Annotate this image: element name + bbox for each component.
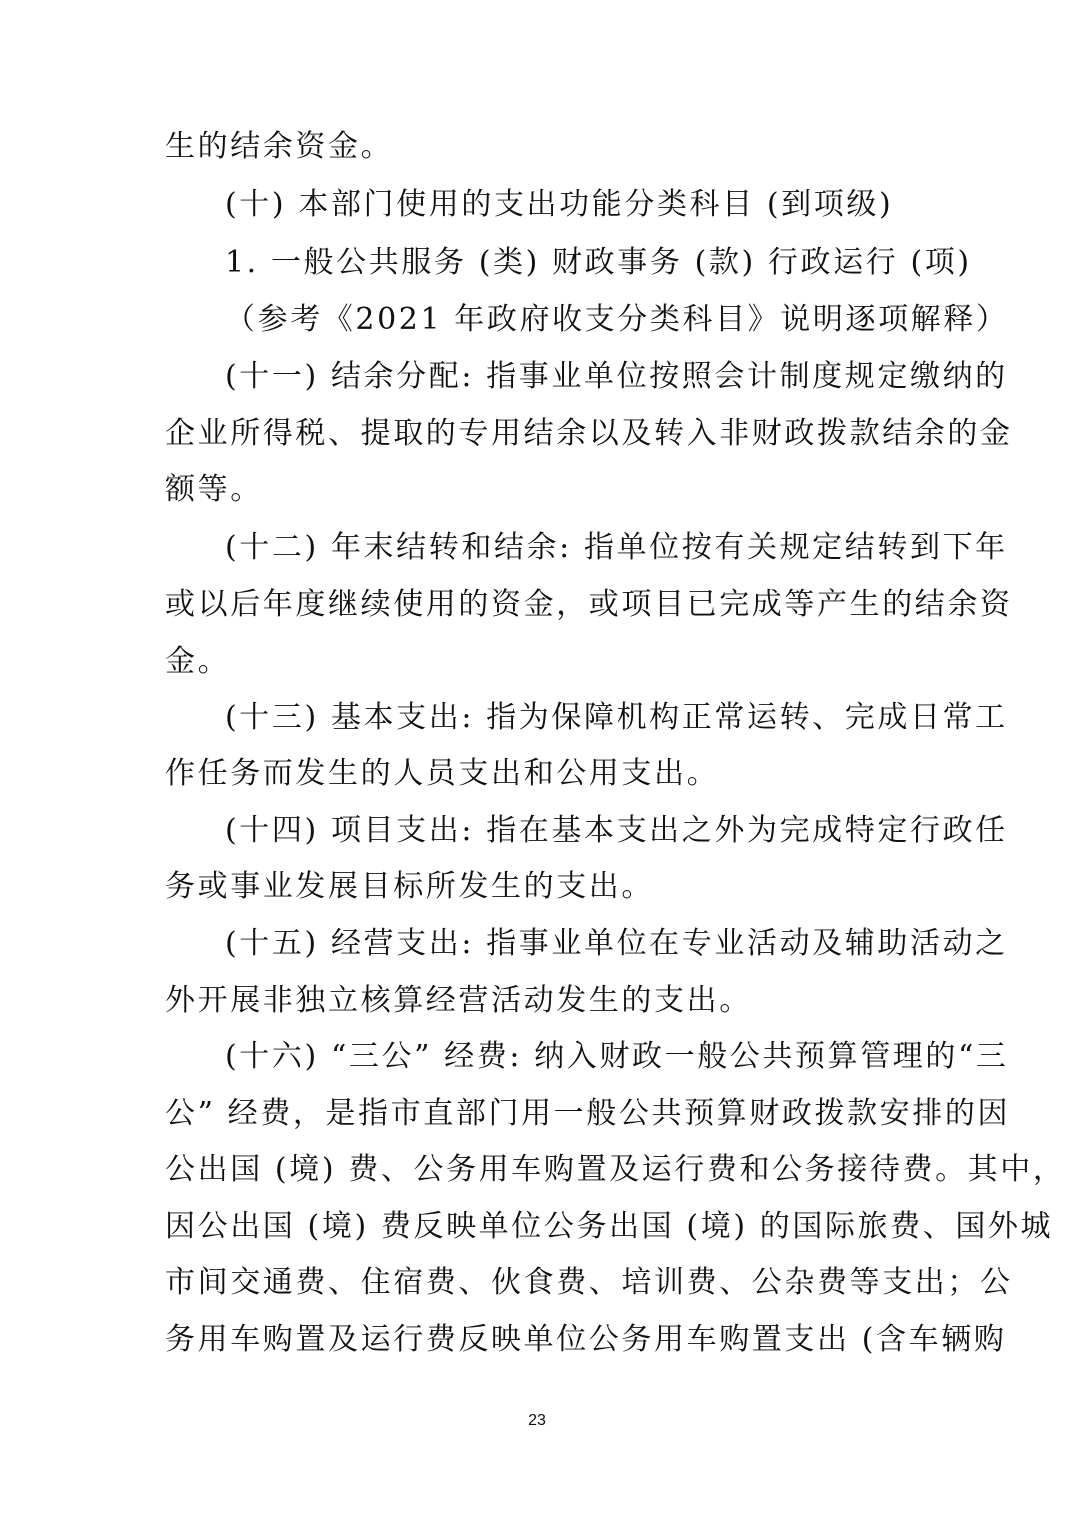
paragraph-line: 外开展非独立核算经营活动发生的支出。 bbox=[165, 983, 752, 1018]
paragraph-line: 公” 经费，是指市直部门用一般公共预算财政拨款安排的因 bbox=[165, 1096, 1011, 1131]
paragraph-line: 因公出国 (境) 费反映单位公务出国 (境) 的国际旅费、国外城 bbox=[165, 1209, 1054, 1244]
section-heading: (十) 本部门使用的支出功能分类科目 (到项级) bbox=[225, 187, 894, 222]
paragraph-line: (十六) “三公” 经费: 纳入财政一般公共预算管理的“三 bbox=[225, 1039, 1009, 1074]
paragraph-line: (十五) 经营支出: 指事业单位在专业活动及辅助活动之 bbox=[225, 926, 1008, 961]
paragraph-line: 企业所得税、提取的专用结余以及转入非财政拨款结余的金 bbox=[165, 416, 1013, 451]
paragraph-line: (十四) 项目支出: 指在基本支出之外为完成特定行政任 bbox=[225, 813, 1008, 848]
paragraph-line: (十一) 结余分配: 指事业单位按照会计制度规定缴纳的 bbox=[225, 359, 1008, 394]
paragraph-line: 作任务而发生的人员支出和公用支出。 bbox=[165, 756, 720, 791]
page-number: 23 bbox=[528, 1412, 546, 1429]
paragraph-line: 或以后年度继续使用的资金，或项目已完成等产生的结余资 bbox=[165, 587, 1013, 622]
paragraph-line: 务用车购置及运行费反映单位公务用车购置支出 (含车辆购 bbox=[165, 1322, 1007, 1357]
paragraph-line: 公出国 (境) 费、公务用车购置及运行费和公务接待费。其中， bbox=[165, 1152, 1066, 1187]
paragraph-line: 生的结余资金。 bbox=[165, 129, 394, 164]
paragraph-line: 金。 bbox=[165, 644, 231, 679]
subsection-heading: 1. 一般公共服务 (类) 财政事务 (款) 行政运行 (项) bbox=[225, 245, 972, 280]
paragraph-line: 市间交通费、住宿费、伙食费、培训费、公杂费等支出；公 bbox=[165, 1265, 1013, 1300]
paragraph-line: 务或事业发展目标所发生的支出。 bbox=[165, 869, 654, 904]
paragraph-line: 额等。 bbox=[165, 472, 263, 507]
reference-note: （参考《2021 年政府收支分类科目》说明逐项解释） bbox=[225, 302, 1009, 337]
paragraph-line: (十二) 年末结转和结余: 指单位按有关规定结转到下年 bbox=[225, 530, 1008, 565]
paragraph-line: (十三) 基本支出: 指为保障机构正常运转、完成日常工 bbox=[225, 700, 1008, 735]
